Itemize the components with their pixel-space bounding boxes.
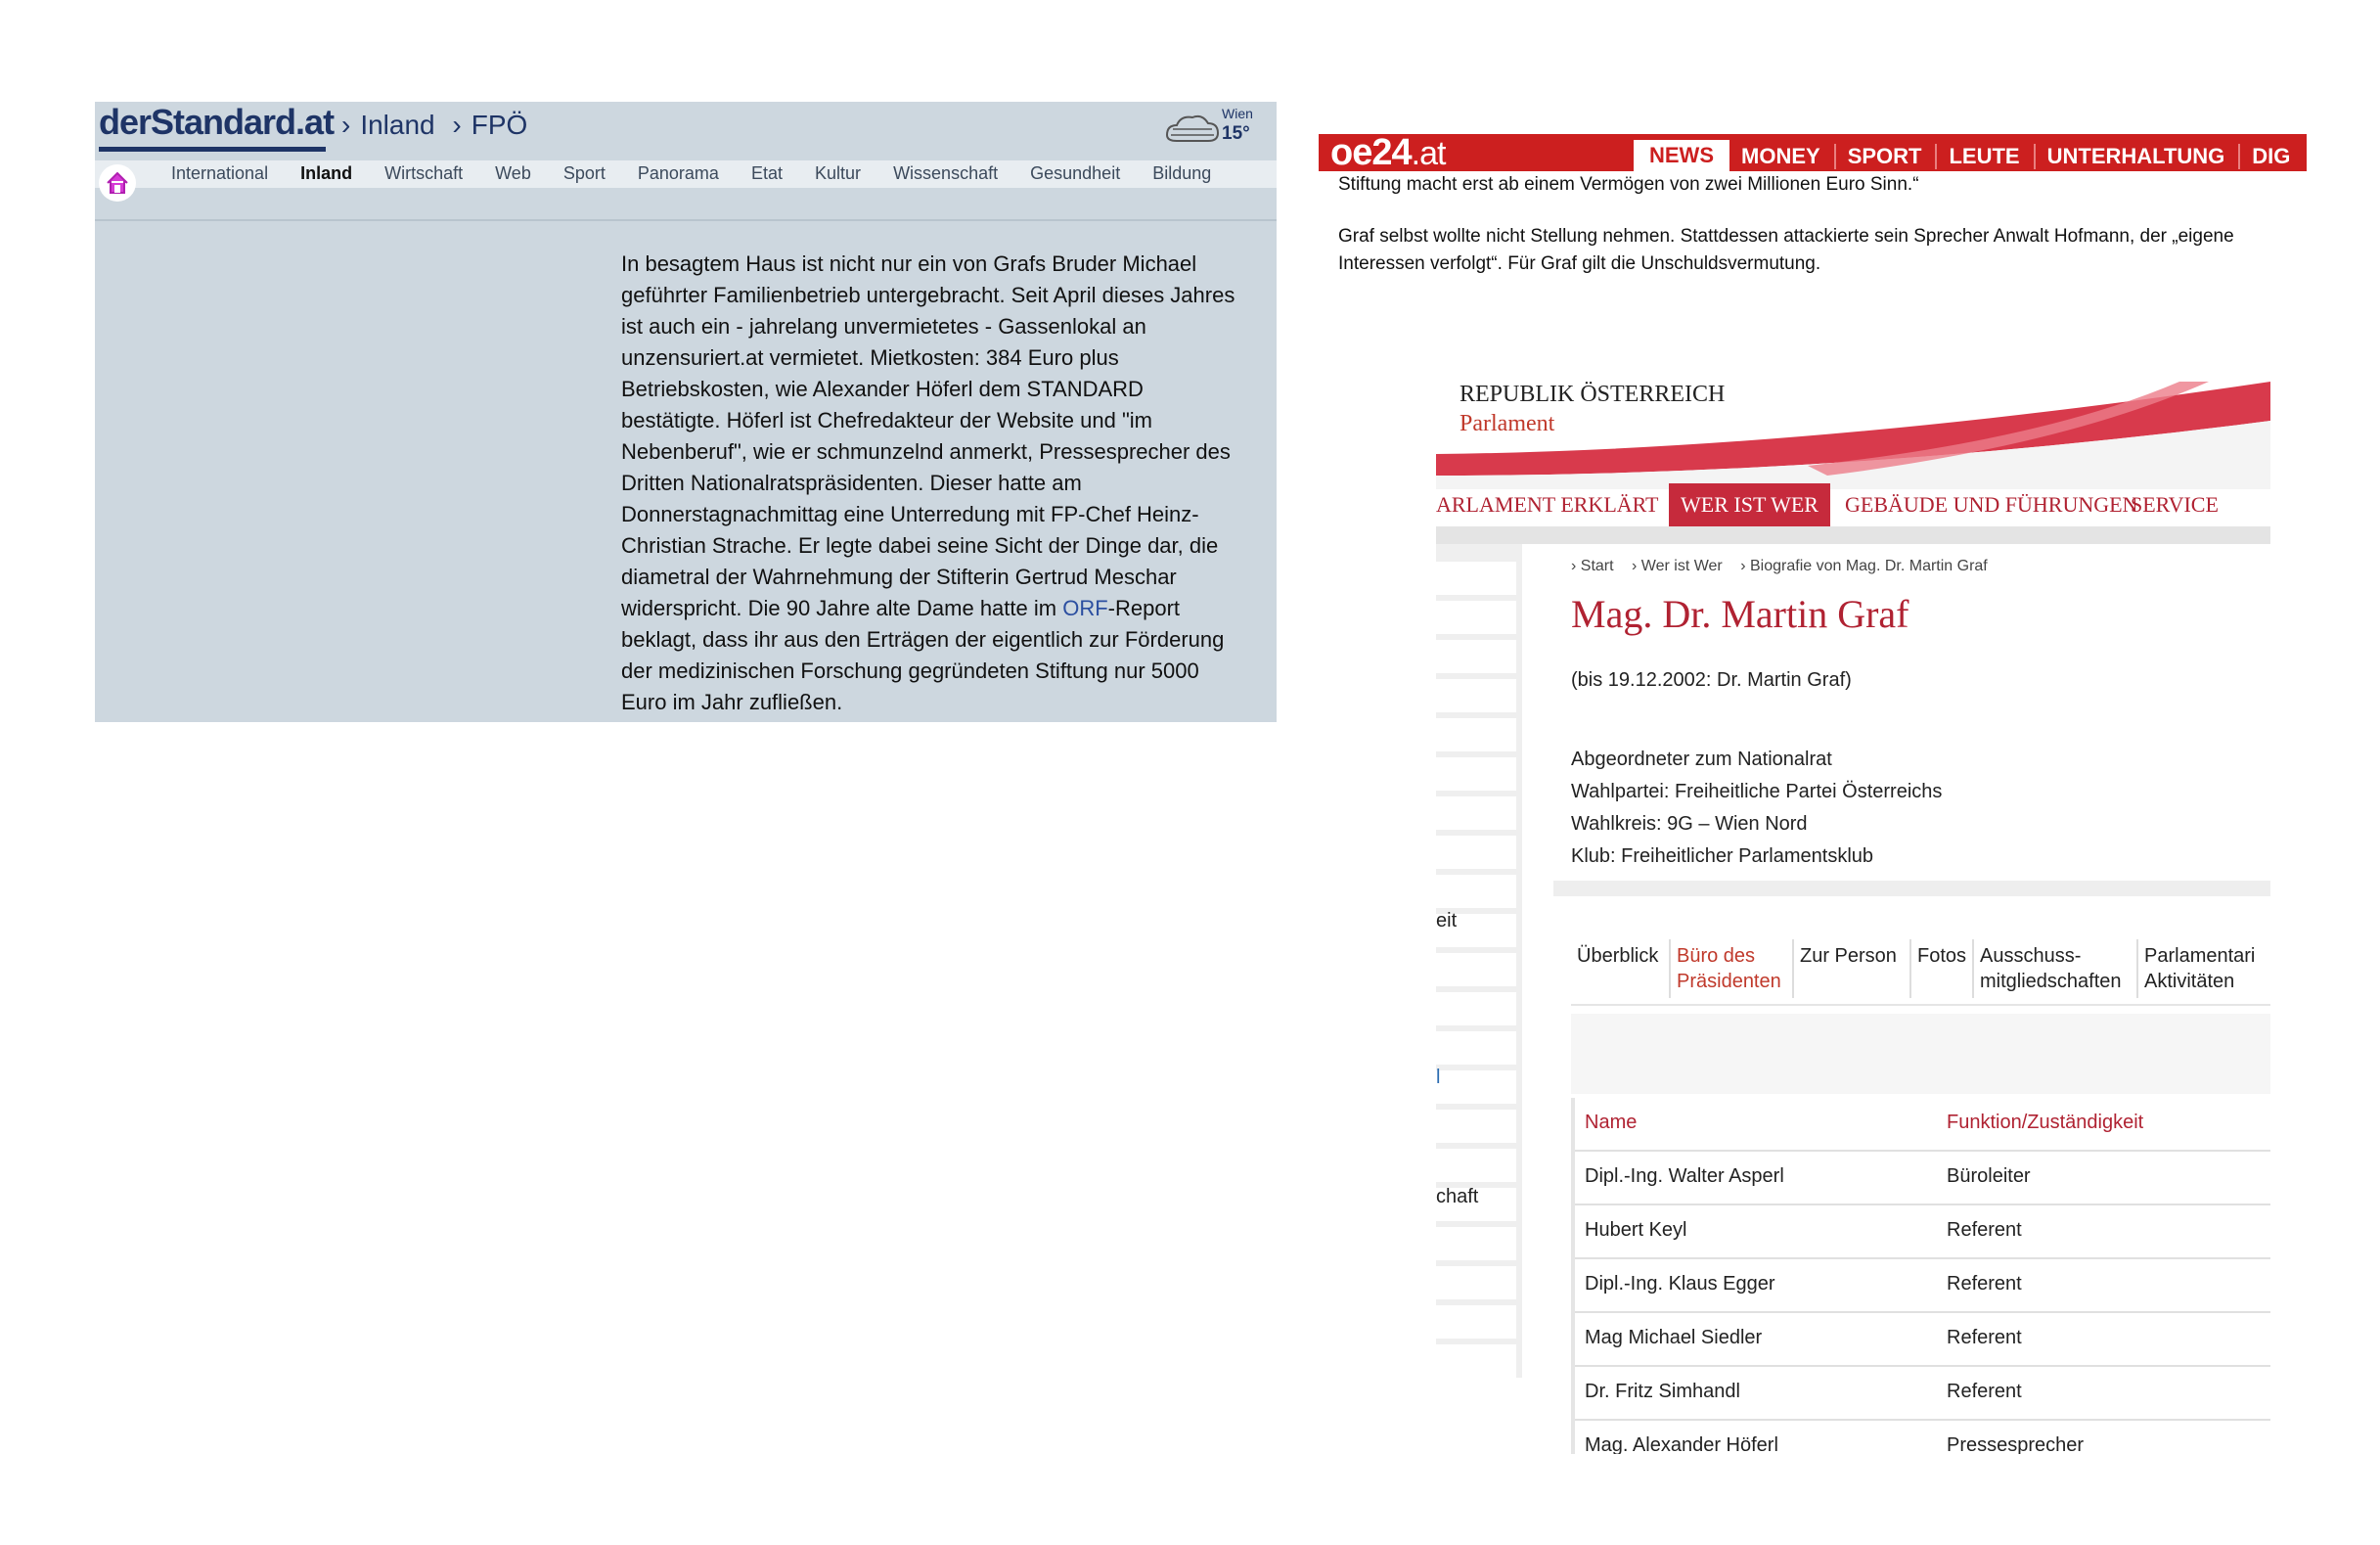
- oe24-paragraph-1: Stiftung macht erst ab einem Vermögen von zwei Millionen Euro Sinn.“: [1338, 174, 1919, 195]
- sidebar-item[interactable]: [1436, 1031, 1516, 1065]
- sidebar-item[interactable]: [1436, 1344, 1516, 1378]
- breadcrumb: [341, 110, 537, 141]
- tab-label: Ausschuss-: [1980, 945, 2082, 967]
- tab-label: Überblick: [1577, 945, 1659, 967]
- column-header-name[interactable]: Name: [1585, 1112, 1638, 1133]
- sidebar-fragment-link[interactable]: l: [1436, 1067, 1441, 1088]
- divider: [95, 219, 1277, 221]
- table-row: [1571, 1152, 2270, 1205]
- tab-ueberblick[interactable]: [1571, 939, 1671, 998]
- cell-name: Mag Michael Siedler: [1585, 1327, 1763, 1348]
- tab-label: Fotos: [1917, 945, 1967, 967]
- cell-name: Hubert Keyl: [1585, 1219, 1687, 1241]
- sidebar-item[interactable]: [1436, 953, 1516, 986]
- sidebar-item[interactable]: [1436, 1149, 1516, 1182]
- cell-name: Mag. Alexander Höferl: [1585, 1434, 1778, 1454]
- sidebar-fragment-chaft[interactable]: chaft: [1436, 1186, 1479, 1207]
- tab-ausschussmitgliedschaften[interactable]: [1974, 939, 2138, 998]
- nav-service[interactable]: SERVICE: [2131, 492, 2219, 517]
- breadcrumb-separator: ›: [341, 110, 351, 140]
- sidebar-item[interactable]: [1436, 562, 1516, 595]
- table-left-border: [1571, 1098, 1575, 1454]
- derstandard-logo[interactable]: derStandard.at: [99, 102, 335, 142]
- info-line: Wahlpartei: Freiheitliche Partei Österreichs: [1571, 781, 1943, 802]
- column-header-funktion[interactable]: Funktion/Zuständigkeit: [1947, 1112, 2144, 1133]
- oe24-logo-suffix: .at: [1411, 135, 1446, 172]
- nav-inland[interactable]: Inland: [300, 163, 353, 183]
- nav-kultur[interactable]: Kultur: [815, 163, 862, 183]
- tab-label: Büro des: [1677, 945, 1756, 967]
- cell-function: Referent: [1947, 1273, 2022, 1295]
- tab-unterhaltung[interactable]: UNTERHALTUNG: [2047, 144, 2241, 169]
- parlament-main: [1553, 544, 2270, 1454]
- logo-underline: [99, 147, 326, 152]
- nav-gesundheit[interactable]: Gesundheit: [1030, 163, 1121, 183]
- sidebar-item[interactable]: [1436, 1266, 1516, 1299]
- nav-panorama[interactable]: Panorama: [637, 163, 719, 183]
- tab-label: mitgliedschaften: [1980, 971, 2122, 992]
- info-line: Wahlkreis: 9G – Wien Nord: [1571, 813, 1808, 835]
- tab-label: Präsidenten: [1677, 971, 1781, 992]
- nav-etat[interactable]: Etat: [750, 163, 783, 183]
- sidebar-item[interactable]: [1436, 640, 1516, 673]
- derstandard-panel: [95, 102, 1277, 722]
- cell-function: Büroleiter: [1947, 1165, 2031, 1187]
- former-name: (bis 19.12.2002: Dr. Martin Graf): [1571, 669, 1852, 691]
- table-row: [1571, 1421, 2270, 1454]
- home-icon[interactable]: [99, 164, 136, 202]
- sidebar-item[interactable]: [1436, 1305, 1516, 1339]
- table-row: [1571, 1259, 2270, 1313]
- article-text-part1: In besagtem Haus ist nicht nur ein von Grafs Bruder Michael geführter Familienbetrieb untergebracht. Seit April dieses Jahres ist auch ein - jahrelang unvermietetes - Gassenlokal an unzensuriert.at vermietet. Mietkosten: 384 Euro plus Betriebskosten, wie Alexander Höferl dem STANDARD bestätigte. Höferl ist Chefredakteur der Website und "im Nebenberuf", wie er schmunzelnd anmerkt, Pressesprecher des Dritten Nationalratspräsidenten. Dieser hatte am Donnerstagnachmittag eine Unterredung mit FP-Chef Heinz-Christian Strache. Er legte dabei seine Sicht der Dinge dar, die diametral der Wahrnehmung der Stifterin Gertrud Meschar widerspricht. Die 90 Jahre alte Dame hatte im: [621, 251, 1235, 620]
- oe24-header: [1319, 134, 2307, 171]
- cell-name: Dipl.-Ing. Walter Asperl: [1585, 1165, 1784, 1187]
- parlament-sidebar: [1436, 544, 1522, 1378]
- tab-money[interactable]: MONEY: [1741, 144, 1836, 169]
- tab-news[interactable]: NEWS: [1634, 140, 1729, 171]
- nav-bildung[interactable]: Bildung: [1152, 163, 1212, 183]
- tab-label: Parlamentari: [2144, 945, 2256, 967]
- breadcrumb-separator: ›: [452, 110, 462, 140]
- sidebar-item[interactable]: [1436, 757, 1516, 791]
- weather-city: Wien: [1222, 106, 1253, 121]
- sidebar-item[interactable]: [1436, 875, 1516, 908]
- cell-function: Referent: [1947, 1219, 2022, 1241]
- derstandard-nav: [95, 160, 1277, 188]
- tab-parlamentarische-aktivitaeten[interactable]: [2138, 939, 2270, 998]
- nav-items: [171, 163, 1238, 184]
- breadcrumb-inland[interactable]: Inland: [360, 110, 435, 140]
- oe24-logo-main: oe24: [1330, 132, 1412, 173]
- info-line: Klub: Freiheitlicher Parlamentsklub: [1571, 845, 1874, 867]
- article-text-part2: -Report beklagt, dass ihr aus den Erträgen der eigentlich zur Förderung der medizinischen Forschung gegründeten Stiftung nur 5000 Euro im Jahr zufließen.: [621, 596, 1225, 714]
- republik-header: REPUBLIK ÖSTERREICH: [1459, 382, 1726, 407]
- article-text: [621, 249, 1247, 718]
- sidebar-item[interactable]: [1436, 679, 1516, 712]
- sidebar-item[interactable]: [1436, 718, 1516, 751]
- nav-wer-ist-wer[interactable]: WER IST WER: [1669, 483, 1830, 526]
- tab-buero-des-praesidenten[interactable]: [1671, 939, 1794, 998]
- sidebar-item[interactable]: [1436, 1110, 1516, 1143]
- orf-link[interactable]: ORF: [1062, 596, 1108, 620]
- nav-gebaeude[interactable]: GEBÄUDE UND FÜHRUNGEN: [1845, 492, 2138, 517]
- breadcrumb-biografie[interactable]: › Biografie von Mag. Dr. Martin Graf: [1740, 558, 1988, 574]
- tab-digital[interactable]: DIG: [2252, 144, 2291, 168]
- oe24-logo[interactable]: [1330, 132, 1445, 174]
- table-row: [1571, 1205, 2270, 1259]
- nav-web[interactable]: Web: [495, 163, 531, 183]
- parlament-nav: [1436, 483, 2270, 526]
- sidebar-item[interactable]: [1436, 1227, 1516, 1260]
- sidebar-item[interactable]: [1436, 1070, 1516, 1104]
- oe24-menu: [1741, 144, 2315, 169]
- cell-function: Referent: [1947, 1327, 2022, 1348]
- weather-temperature: 15°: [1222, 123, 1250, 144]
- tab-zur-person[interactable]: [1794, 939, 1911, 998]
- table-row: [1571, 1367, 2270, 1421]
- sidebar-item[interactable]: [1436, 836, 1516, 869]
- staff-table: [1571, 1098, 2270, 1454]
- cell-function: Pressesprecher: [1947, 1434, 2085, 1454]
- sidebar-item[interactable]: [1436, 601, 1516, 634]
- nav-international[interactable]: International: [171, 163, 269, 183]
- page-title: Mag. Dr. Martin Graf: [1571, 592, 1909, 636]
- tab-sport[interactable]: SPORT: [1848, 144, 1938, 169]
- breadcrumb-fpoe[interactable]: FPÖ: [471, 110, 528, 140]
- tab-leute[interactable]: LEUTE: [1949, 144, 2035, 169]
- cell-name: Dipl.-Ing. Klaus Egger: [1585, 1273, 1775, 1295]
- tab-label: Zur Person: [1800, 945, 1897, 967]
- sidebar-item[interactable]: [1436, 992, 1516, 1025]
- nav-wirtschaft[interactable]: Wirtschaft: [384, 163, 464, 183]
- parlament-breadcrumb: [1571, 558, 2001, 575]
- nav-sport[interactable]: Sport: [562, 163, 606, 183]
- section-divider: [1553, 881, 2270, 896]
- cell-function: Referent: [1947, 1381, 2022, 1402]
- parlament-header[interactable]: Parlament: [1459, 411, 1555, 436]
- breadcrumb-wer-ist-wer[interactable]: › Wer ist Wer: [1632, 558, 1723, 574]
- member-info: [1571, 744, 1942, 873]
- nav-wissenschaft[interactable]: Wissenschaft: [893, 163, 999, 183]
- table-header: [1571, 1098, 2270, 1152]
- cell-name: Dr. Fritz Simhandl: [1585, 1381, 1740, 1402]
- tab-label: Aktivitäten: [2144, 971, 2235, 992]
- nav-parlament-erklaert[interactable]: ARLAMENT ERKLÄRT: [1436, 492, 1659, 517]
- tab-underline: [1571, 1004, 2270, 1006]
- nav-underbar: [1436, 526, 2270, 544]
- table-row: [1571, 1313, 2270, 1367]
- tab-fotos[interactable]: [1911, 939, 1974, 998]
- sidebar-item[interactable]: [1436, 796, 1516, 830]
- parlament-panel: [1436, 382, 2270, 1454]
- sidebar-fragment-eit[interactable]: eit: [1436, 910, 1458, 932]
- content-spacer: [1571, 1014, 2270, 1094]
- info-line: Abgeordneter zum Nationalrat: [1571, 749, 1832, 770]
- breadcrumb-start[interactable]: › Start: [1571, 558, 1614, 574]
- derstandard-header: [95, 102, 1277, 160]
- oe24-paragraph-2: Graf selbst wollte nicht Stellung nehmen. Stattdessen attackierte sein Sprecher Anwalt Hofmann, der „eigene Interessen verfolgt“. Für Graf gilt die Unschuldsvermutung.: [1338, 226, 2234, 274]
